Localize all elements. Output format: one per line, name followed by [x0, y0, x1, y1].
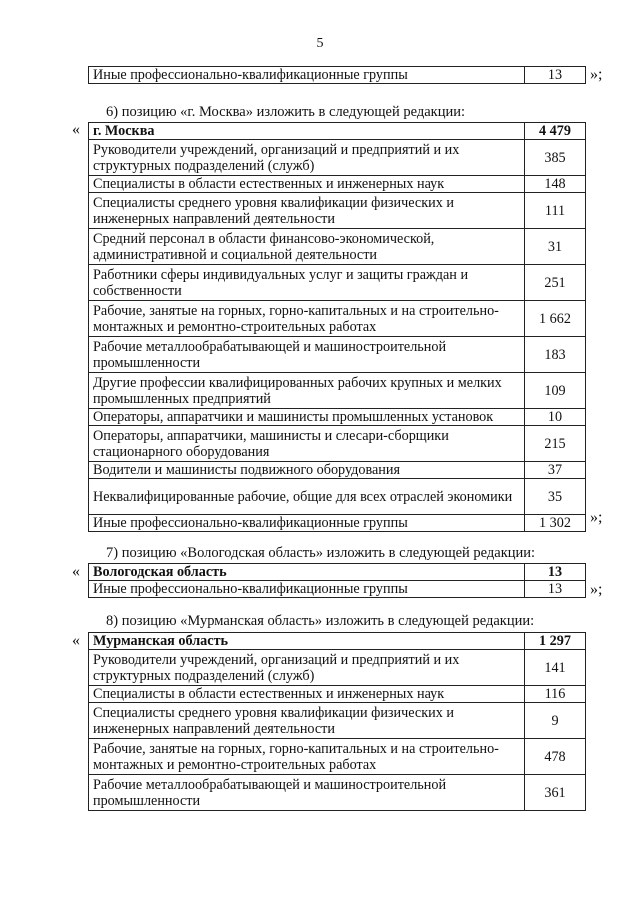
table-row: [89, 686, 586, 703]
row-label: Рабочие, занятые на горных, горно-капитальных и на строительно-монтажных и ремонтно-строительных работах: [89, 739, 525, 775]
table-row: [89, 373, 586, 409]
row-value: 1 662: [525, 301, 586, 337]
table-header-row: [89, 633, 586, 650]
row-value: 251: [525, 265, 586, 301]
table-row: [89, 426, 586, 462]
table-row: [89, 337, 586, 373]
row-value: 13: [525, 581, 586, 598]
row-value: 37: [525, 462, 586, 479]
table-row: [89, 176, 586, 193]
row-value: 148: [525, 176, 586, 193]
row-label: Специалисты в области естественных и инженерных наук: [89, 686, 525, 703]
row-label: Водители и машинисты подвижного оборудования: [89, 462, 525, 479]
table-row: [89, 193, 586, 229]
row-label: Другие профессии квалифицированных рабочих крупных и мелких промышленных предприятий: [89, 373, 525, 409]
row-value: 183: [525, 337, 586, 373]
section-6-intro: 6) позицию «г. Москва» изложить в следующей редакции:: [106, 104, 466, 120]
row-value: 9: [525, 703, 586, 739]
close-quote: »;: [590, 581, 603, 598]
section-6-table: [88, 122, 586, 532]
section-7-intro: 7) позицию «Вологодская область» изложить в следующей редакции:: [106, 545, 536, 561]
row-value: 116: [525, 686, 586, 703]
row-label: Иные профессионально-квалификационные группы: [89, 515, 525, 532]
open-quote: «: [72, 563, 80, 580]
table-row: [89, 229, 586, 265]
table-header-row: [89, 123, 586, 140]
row-value: 109: [525, 373, 586, 409]
table-header-row: [89, 564, 586, 581]
row-label: Специалисты в области естественных и инженерных наук: [89, 176, 525, 193]
row-value: 1 302: [525, 515, 586, 532]
row-label: Руководители учреждений, организаций и предприятий и их структурных подразделений (служб): [89, 140, 525, 176]
table-row: [89, 581, 586, 598]
region-name: г. Москва: [89, 123, 525, 140]
row-value: 478: [525, 739, 586, 775]
table-row: [89, 265, 586, 301]
row-value: 13: [525, 67, 586, 84]
row-value: 215: [525, 426, 586, 462]
row-value: 361: [525, 775, 586, 811]
table-row: [89, 739, 586, 775]
region-name: Мурманская область: [89, 633, 525, 650]
row-label: Работники сферы индивидуальных услуг и защиты граждан и собственности: [89, 265, 525, 301]
section-7-table: [88, 563, 586, 598]
region-total: 13: [525, 564, 586, 581]
close-quote: »;: [590, 66, 603, 83]
row-value: 141: [525, 650, 586, 686]
row-value: 31: [525, 229, 586, 265]
table-row: [89, 515, 586, 532]
continuation-table: [88, 66, 586, 84]
region-total: 1 297: [525, 633, 586, 650]
row-value: 111: [525, 193, 586, 229]
close-quote: »;: [590, 509, 603, 526]
table-row: [89, 462, 586, 479]
page-number: 5: [316, 36, 324, 51]
table-row: [89, 775, 586, 811]
row-label: Средний персонал в области финансово-экономической, административной и социальной деятельности: [89, 229, 525, 265]
table-row: [89, 67, 586, 84]
table-row: [89, 140, 586, 176]
row-label: Рабочие металлообрабатывающей и машиностроительной промышленности: [89, 775, 525, 811]
section-8-intro: 8) позицию «Мурманская область» изложить в следующей редакции:: [106, 613, 535, 629]
row-label: Специалисты среднего уровня квалификации физических и инженерных направлений деятельности: [89, 193, 525, 229]
row-label: Неквалифицированные рабочие, общие для всех отраслей экономики: [89, 479, 525, 515]
table-row: [89, 703, 586, 739]
row-label: Операторы, аппаратчики, машинисты и слесари-сборщики стационарного оборудования: [89, 426, 525, 462]
row-label: Рабочие металлообрабатывающей и машиностроительной промышленности: [89, 337, 525, 373]
region-total: 4 479: [525, 123, 586, 140]
row-value: 35: [525, 479, 586, 515]
row-label: Специалисты среднего уровня квалификации физических и инженерных направлений деятельности: [89, 703, 525, 739]
row-label: Руководители учреждений, организаций и предприятий и их структурных подразделений (служб): [89, 650, 525, 686]
row-value: 385: [525, 140, 586, 176]
section-8-table: [88, 632, 586, 811]
row-label: Иные профессионально-квалификационные группы: [89, 67, 525, 84]
row-label: Иные профессионально-квалификационные группы: [89, 581, 525, 598]
row-label: Рабочие, занятые на горных, горно-капитальных и на строительно-монтажных и ремонтно-строительных работах: [89, 301, 525, 337]
row-value: 10: [525, 409, 586, 426]
table-row: [89, 301, 586, 337]
table-row: [89, 479, 586, 515]
table-row: [89, 650, 586, 686]
region-name: Вологодская область: [89, 564, 525, 581]
row-label: Операторы, аппаратчики и машинисты промышленных установок: [89, 409, 525, 426]
open-quote: «: [72, 632, 80, 649]
table-row: [89, 409, 586, 426]
open-quote: «: [72, 121, 80, 138]
